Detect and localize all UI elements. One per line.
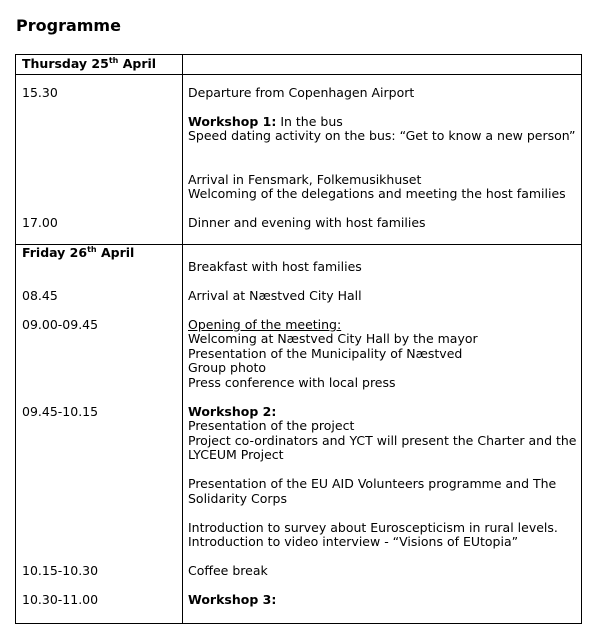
day-label-friday: Friday 26th April bbox=[22, 244, 135, 260]
activity-line: Group photo bbox=[188, 360, 267, 375]
time-cell: 08.45 bbox=[22, 288, 58, 303]
time-cell: 09.00-09.45 bbox=[22, 317, 99, 332]
day-label-thursday: Thursday 25th April bbox=[22, 55, 157, 71]
activity-line: Presentation of the Municipality of Næstved bbox=[188, 346, 463, 361]
activity-line: Coffee break bbox=[188, 563, 268, 578]
time-cell: 15.30 bbox=[22, 85, 58, 100]
activity-line: Solidarity Corps bbox=[188, 491, 287, 506]
activity-line: Speed dating activity on the bus: “Get to know a new person” bbox=[188, 128, 576, 143]
activity-line: Dinner and evening with host families bbox=[188, 215, 426, 230]
activity-line: Presentation of the EU AID Volunteers programme and The bbox=[188, 476, 557, 491]
activity-line: Presentation of the project bbox=[188, 418, 355, 433]
workshop-2-heading: Workshop 2: bbox=[188, 404, 277, 419]
activity-line: Press conference with local press bbox=[188, 375, 396, 390]
time-cell: 17.00 bbox=[22, 215, 58, 230]
activity-line: Departure from Copenhagen Airport bbox=[188, 85, 415, 100]
opening-heading: Opening of the meeting: bbox=[188, 317, 342, 332]
time-cell: 10.30-11.00 bbox=[22, 592, 99, 607]
column-divider bbox=[182, 55, 183, 623]
activity-line: Welcoming of the delegations and meeting the host families bbox=[188, 186, 566, 201]
activity-line: Arrival in Fensmark, Folkemusikhuset bbox=[188, 172, 422, 187]
activity-line: Introduction to survey about Euroscepticism in rural levels. bbox=[188, 520, 558, 535]
activity-line: Arrival at Næstved City Hall bbox=[188, 288, 362, 303]
workshop-3-heading: Workshop 3: bbox=[188, 592, 277, 607]
activity-line: Project co-ordinators and YCT will present the Charter and the bbox=[188, 433, 577, 448]
time-cell: 09.45-10.15 bbox=[22, 404, 99, 419]
programme-table bbox=[15, 54, 582, 624]
workshop-1-heading: Workshop 1: In the bus bbox=[188, 114, 343, 129]
page-title: Programme bbox=[16, 16, 121, 35]
activity-line: Welcoming at Næstved City Hall by the mayor bbox=[188, 331, 478, 346]
time-cell: 10.15-10.30 bbox=[22, 563, 99, 578]
activity-line: LYCEUM Project bbox=[188, 447, 284, 462]
row-divider bbox=[16, 74, 581, 75]
activity-line: Breakfast with host families bbox=[188, 259, 362, 274]
activity-line: Introduction to video interview - “Visions of EUtopia” bbox=[188, 534, 519, 549]
